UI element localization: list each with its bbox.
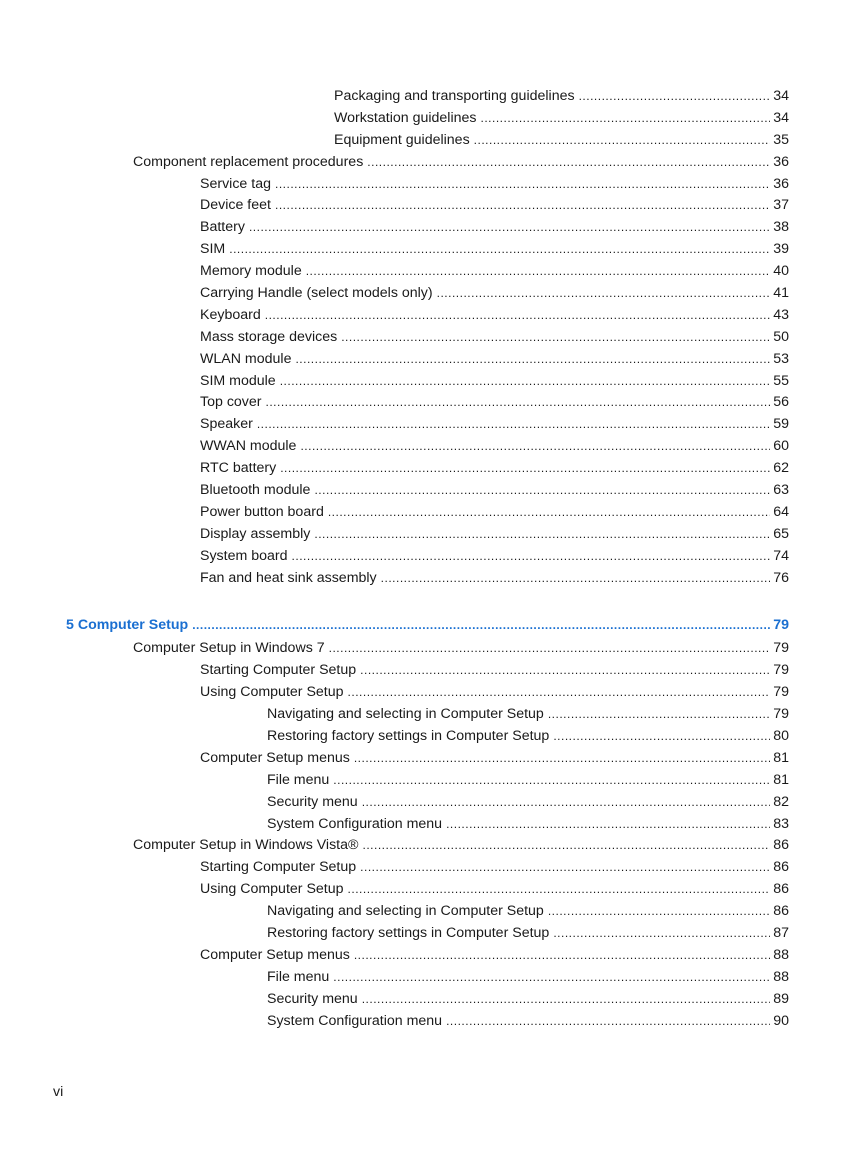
- toc-entry-title: Power button board: [200, 503, 324, 520]
- toc-entry-page-number: 79: [773, 684, 789, 701]
- toc-entry-page-number: 37: [773, 197, 789, 214]
- toc-entry-page-number: 55: [773, 372, 789, 389]
- dot-leader: [360, 857, 770, 879]
- toc-entry-title: Speaker: [200, 416, 253, 433]
- toc-entry[interactable]: [0, 349, 867, 371]
- toc-entry-page-number: 34: [773, 88, 789, 104]
- dot-leader: [275, 174, 770, 196]
- toc-entry-title: Navigating and selecting in Computer Setup: [267, 903, 544, 920]
- toc-entry-page-number: 38: [773, 219, 789, 236]
- dot-leader: [229, 239, 770, 261]
- toc-entry[interactable]: [0, 1011, 867, 1033]
- toc-entry[interactable]: [0, 414, 867, 436]
- toc-entry-page-number: 79: [773, 706, 789, 723]
- toc-entry-title: Computer Setup in Windows Vista®: [133, 837, 359, 854]
- toc-entry[interactable]: [0, 480, 867, 502]
- toc-entry[interactable]: [0, 195, 867, 217]
- toc-entry-page-number: 90: [773, 1012, 789, 1029]
- dot-leader: [265, 305, 770, 327]
- toc-entry-page-number: 79: [773, 640, 789, 657]
- toc-entry-title: Component replacement procedures: [133, 153, 364, 170]
- toc-entry[interactable]: [0, 857, 867, 879]
- toc-entry-title: Equipment guidelines: [334, 131, 470, 148]
- toc-entry[interactable]: [0, 86, 867, 108]
- chapter-entry[interactable]: [0, 615, 867, 637]
- dot-leader: [266, 392, 771, 414]
- dot-leader: [306, 261, 771, 283]
- dot-leader: [348, 682, 771, 704]
- toc-entry-title: Device feet: [200, 197, 271, 214]
- toc-entry-title: Workstation guidelines: [334, 109, 477, 126]
- toc-entry-page-number: 82: [773, 793, 789, 810]
- toc-entry[interactable]: [0, 748, 867, 770]
- toc-entry[interactable]: [0, 305, 867, 327]
- toc-entry-page-number: 62: [773, 460, 789, 477]
- dot-leader: [553, 726, 770, 748]
- dot-leader: [333, 770, 770, 792]
- toc-entry-page-number: 36: [773, 153, 789, 170]
- toc-entry-title: Computer Setup menus: [200, 946, 350, 963]
- toc-entry[interactable]: [0, 108, 867, 130]
- toc-entry-page-number: 83: [773, 815, 789, 832]
- toc-entry[interactable]: [0, 989, 867, 1011]
- dot-leader: [292, 546, 771, 568]
- toc-entry-title: Restoring factory settings in Computer Setup: [267, 924, 550, 941]
- toc-entry-title: WLAN module: [200, 350, 292, 367]
- dot-leader: [328, 502, 770, 524]
- toc-entry-page-number: 43: [773, 306, 789, 323]
- toc-entry-title: WWAN module: [200, 438, 297, 455]
- toc-entry-page-number: 74: [773, 547, 789, 564]
- toc-entry-title: SIM: [200, 241, 226, 258]
- toc-entry-title: File menu: [267, 968, 330, 985]
- dot-leader: [367, 152, 770, 174]
- toc-entry-title: Restoring factory settings in Computer Setup: [267, 727, 550, 744]
- toc-entry-page-number: 34: [773, 109, 789, 126]
- toc-entry-title: Starting Computer Setup: [200, 859, 357, 876]
- dot-leader: [360, 660, 770, 682]
- toc-entry-page-number: 87: [773, 924, 789, 941]
- dot-leader: [437, 283, 771, 305]
- toc-entry[interactable]: [0, 458, 867, 480]
- toc-entry[interactable]: [0, 923, 867, 945]
- toc-entry-page-number: 76: [773, 569, 789, 586]
- dot-leader: [348, 879, 771, 901]
- toc-entry[interactable]: [0, 568, 867, 590]
- dot-leader: [295, 349, 770, 371]
- toc-entry[interactable]: [0, 682, 867, 704]
- dot-leader: [446, 814, 770, 836]
- toc-entry[interactable]: [0, 792, 867, 814]
- toc-entry[interactable]: [0, 660, 867, 682]
- toc-entry-title: Display assembly: [200, 525, 311, 542]
- dot-leader: [341, 327, 770, 349]
- dot-leader: [579, 86, 771, 108]
- toc-entry-page-number: 86: [773, 837, 789, 854]
- toc-entry-title: Memory module: [200, 263, 302, 280]
- toc-entry-page-number: 88: [773, 968, 789, 985]
- page-number: vi: [53, 1084, 64, 1100]
- dot-leader: [362, 989, 771, 1011]
- toc-entry-page-number: 40: [773, 263, 789, 280]
- toc-entry-title: Security menu: [267, 793, 358, 810]
- toc-entry[interactable]: [0, 546, 867, 568]
- toc-entry-title: SIM module: [200, 372, 276, 389]
- toc-entry[interactable]: [0, 770, 867, 792]
- toc-entry-title: Top cover: [200, 394, 262, 411]
- dot-leader: [333, 967, 770, 989]
- toc-entry-page-number: 65: [773, 525, 789, 542]
- dot-leader: [280, 371, 771, 393]
- toc-entry[interactable]: [0, 130, 867, 152]
- dot-leader: [300, 436, 770, 458]
- toc-entry-title: 5 Computer Setup: [66, 617, 189, 634]
- toc-entry-page-number: 59: [773, 416, 789, 433]
- toc-entry-title: Using Computer Setup: [200, 881, 344, 898]
- toc-entry-title: System Configuration menu: [267, 1012, 443, 1029]
- toc-entry-page-number: 86: [773, 859, 789, 876]
- dot-leader: [329, 638, 771, 660]
- toc-entry[interactable]: [0, 726, 867, 748]
- dot-leader: [192, 615, 770, 637]
- toc-entry-page-number: 53: [773, 350, 789, 367]
- dot-leader: [362, 792, 771, 814]
- toc-entry[interactable]: [0, 814, 867, 836]
- toc-entry[interactable]: [0, 436, 867, 458]
- toc-entry-page-number: 81: [773, 749, 789, 766]
- toc-entry-page-number: 41: [773, 285, 789, 302]
- dot-leader: [474, 130, 771, 152]
- toc-entry[interactable]: [0, 217, 867, 239]
- toc-entry-page-number: 79: [773, 617, 789, 634]
- toc-entry-page-number: 79: [773, 662, 789, 679]
- toc-entry-title: Computer Setup in Windows 7: [133, 640, 325, 657]
- toc-entry[interactable]: [0, 638, 867, 660]
- toc-entry[interactable]: [0, 901, 867, 923]
- toc-entry-title: Security menu: [267, 990, 358, 1007]
- toc-entry-title: Fan and heat sink assembly: [200, 569, 377, 586]
- toc-entry[interactable]: [0, 327, 867, 349]
- dot-leader: [275, 195, 770, 217]
- toc-entry[interactable]: [0, 835, 867, 857]
- toc-entry-page-number: 80: [773, 727, 789, 744]
- toc-entry-title: Using Computer Setup: [200, 684, 344, 701]
- toc-entry[interactable]: [0, 524, 867, 546]
- toc-entry-title: Service tag: [200, 175, 271, 192]
- toc-entry-page-number: 35: [773, 131, 789, 148]
- toc-entry-title: Battery: [200, 219, 245, 236]
- toc-entry-title: Bluetooth module: [200, 482, 311, 499]
- toc-entry-page-number: 81: [773, 771, 789, 788]
- dot-leader: [249, 217, 770, 239]
- toc-entry-page-number: 39: [773, 241, 789, 258]
- dot-leader: [446, 1011, 770, 1033]
- toc-entry[interactable]: [0, 371, 867, 393]
- toc-entry-title: Navigating and selecting in Computer Setup: [267, 706, 544, 723]
- dot-leader: [314, 480, 770, 502]
- toc-entry[interactable]: [0, 283, 867, 305]
- dot-leader: [480, 108, 770, 130]
- toc-entry[interactable]: [0, 704, 867, 726]
- toc-entry-title: Starting Computer Setup: [200, 662, 357, 679]
- toc-entry-page-number: 60: [773, 438, 789, 455]
- toc-entry-title: RTC battery: [200, 460, 277, 477]
- dot-leader: [381, 568, 771, 590]
- dot-leader: [354, 748, 770, 770]
- toc-entry-page-number: 89: [773, 990, 789, 1007]
- table-of-contents: [0, 86, 867, 1032]
- dot-leader: [257, 414, 770, 436]
- toc-entry-title: Computer Setup menus: [200, 749, 350, 766]
- toc-entry[interactable]: [0, 879, 867, 901]
- toc-entry-title: Carrying Handle (select models only): [200, 285, 433, 302]
- toc-entry-page-number: 64: [773, 503, 789, 520]
- toc-entry[interactable]: [0, 967, 867, 989]
- toc-entry-page-number: 36: [773, 175, 789, 192]
- toc-entry[interactable]: [0, 261, 867, 283]
- toc-entry-title: System Configuration menu: [267, 815, 443, 832]
- dot-leader: [354, 945, 770, 967]
- toc-entry-page-number: 56: [773, 394, 789, 411]
- dot-leader: [553, 923, 770, 945]
- dot-leader: [314, 524, 770, 546]
- toc-entry-title: Packaging and transporting guidelines: [334, 88, 575, 104]
- toc-entry-title: Keyboard: [200, 306, 261, 323]
- dot-leader: [548, 901, 770, 923]
- toc-entry[interactable]: [0, 502, 867, 524]
- toc-entry[interactable]: [0, 152, 867, 174]
- toc-entry[interactable]: [0, 239, 867, 261]
- toc-entry[interactable]: [0, 945, 867, 967]
- toc-entry-page-number: 50: [773, 328, 789, 345]
- toc-entry[interactable]: [0, 392, 867, 414]
- toc-entry-title: System board: [200, 547, 288, 564]
- toc-entry-title: Mass storage devices: [200, 328, 338, 345]
- dot-leader: [362, 835, 770, 857]
- toc-entry-page-number: 86: [773, 881, 789, 898]
- toc-entry[interactable]: [0, 174, 867, 196]
- toc-entry-page-number: 63: [773, 482, 789, 499]
- toc-entry-page-number: 88: [773, 946, 789, 963]
- dot-leader: [548, 704, 770, 726]
- toc-entry-title: File menu: [267, 771, 330, 788]
- toc-entry-page-number: 86: [773, 903, 789, 920]
- dot-leader: [280, 458, 770, 480]
